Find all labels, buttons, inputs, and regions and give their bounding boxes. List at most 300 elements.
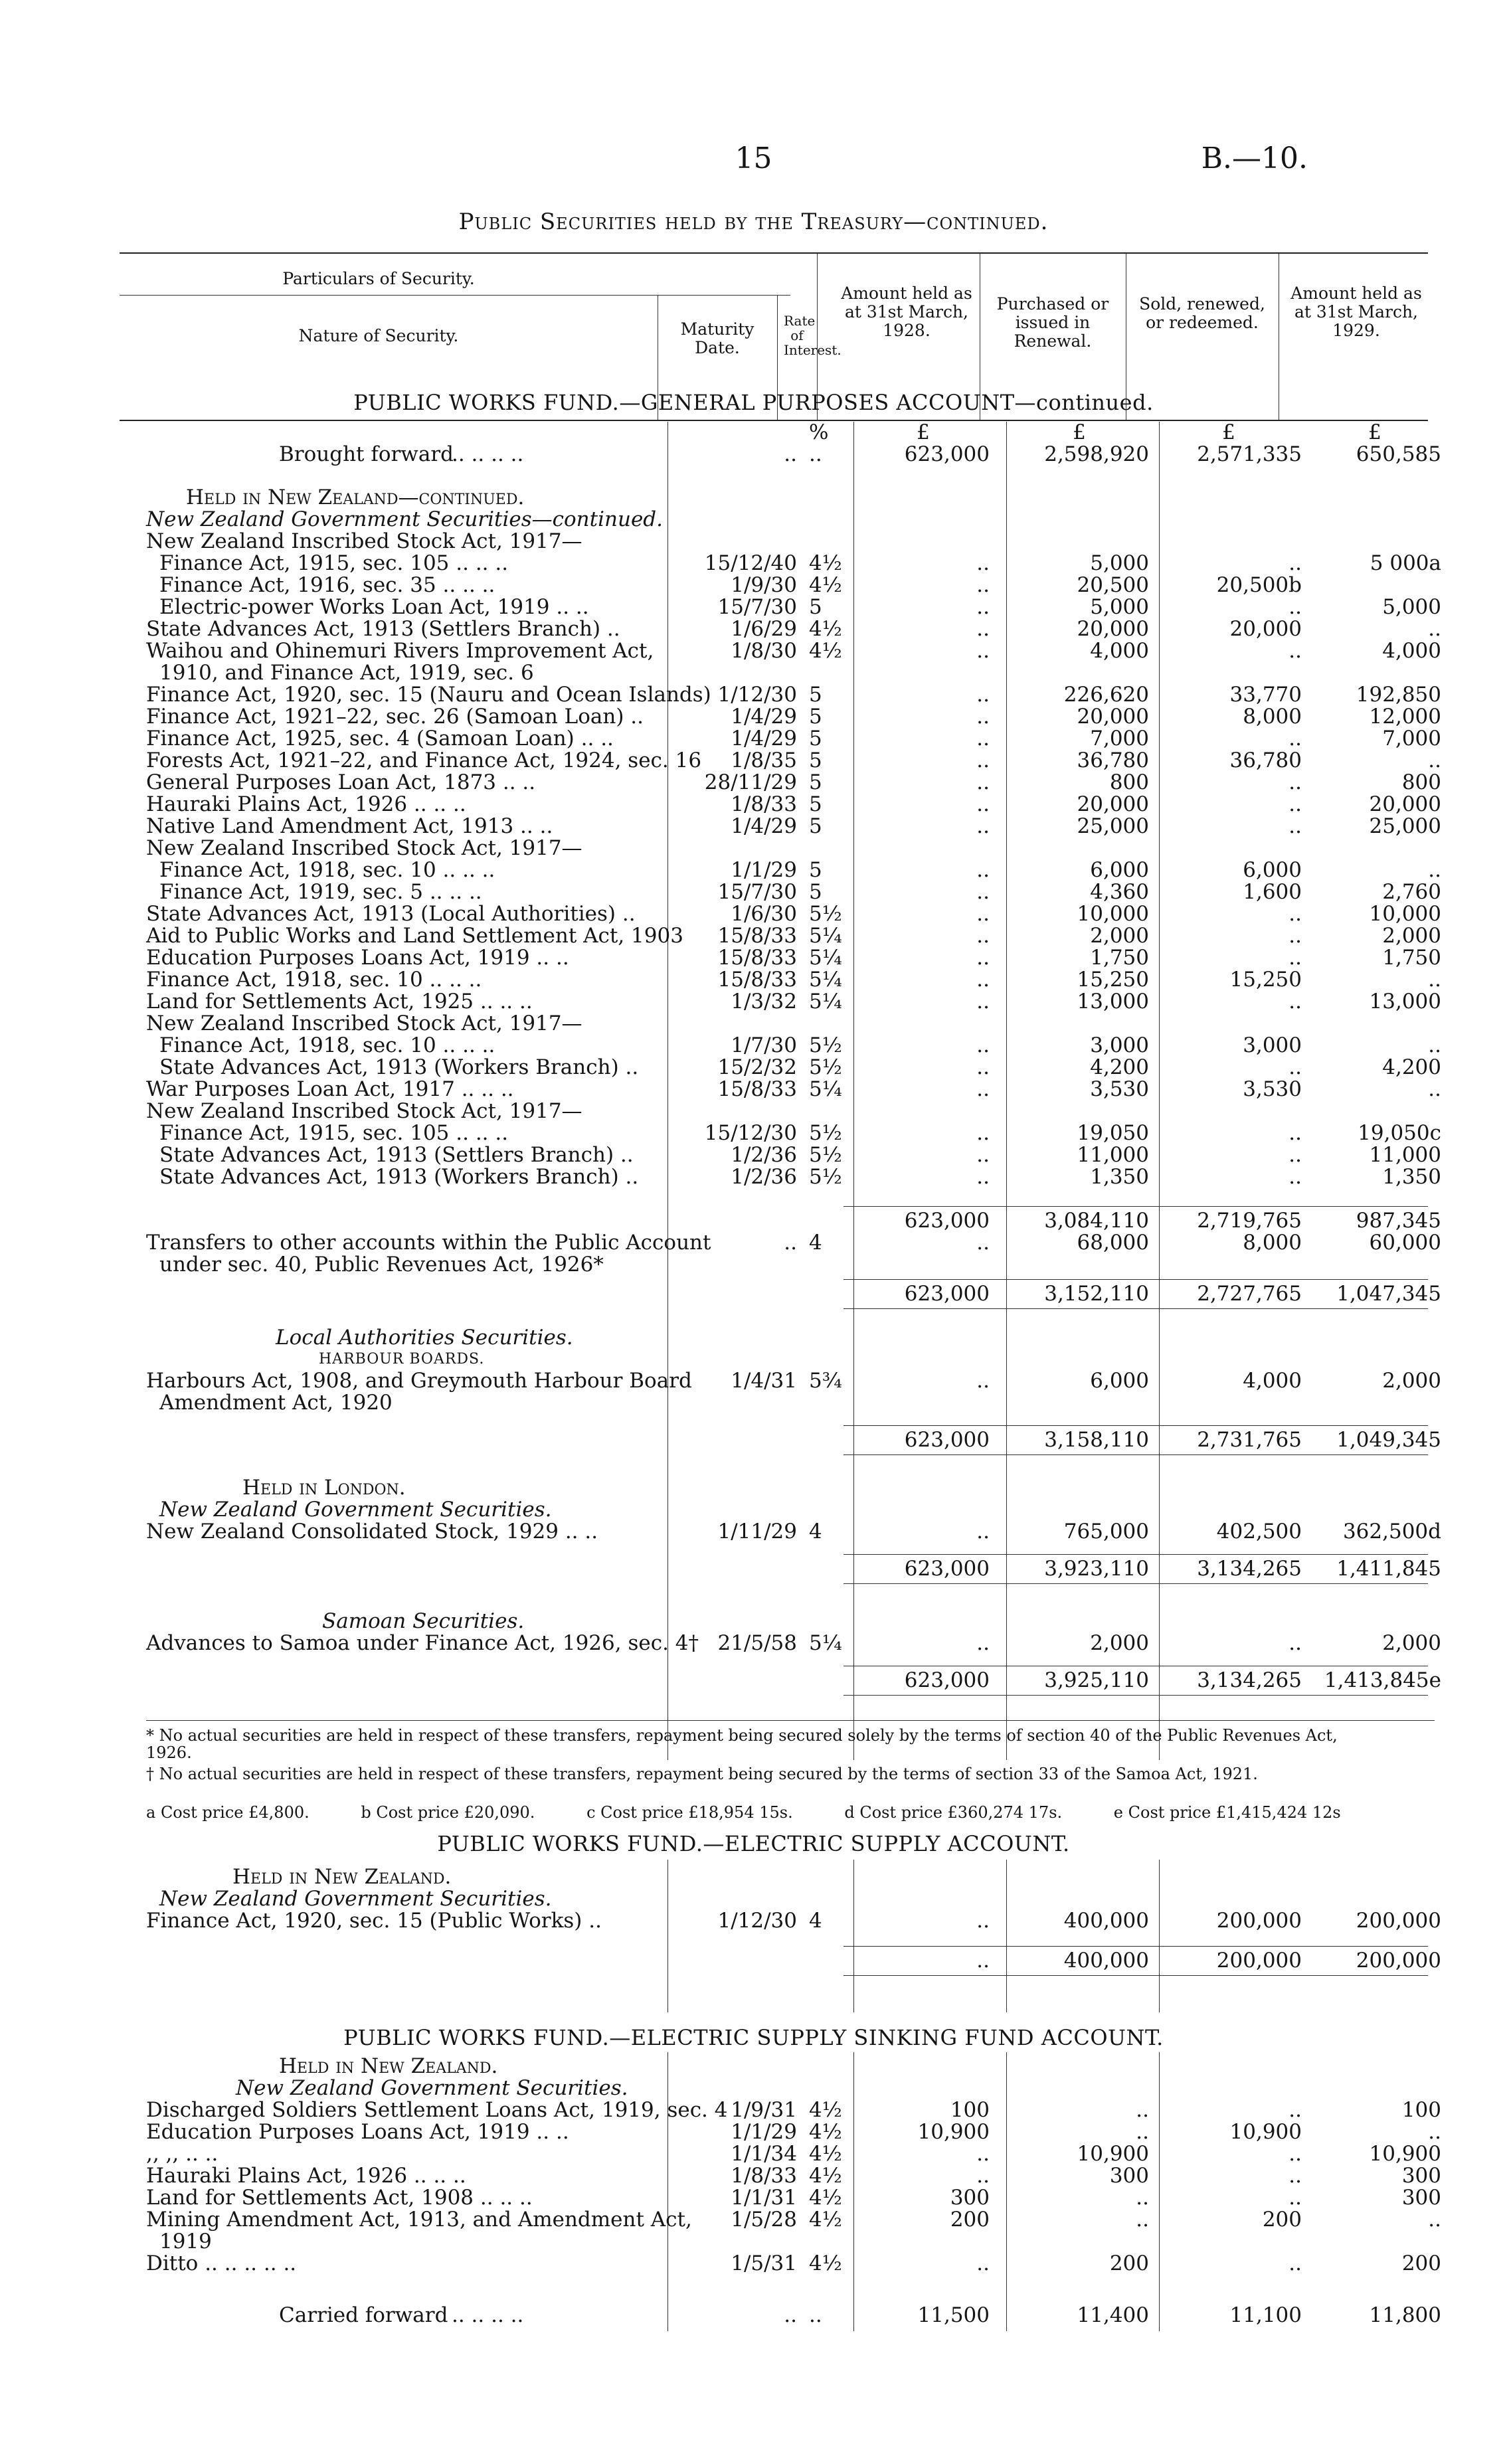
cell-c1: .. [976,2251,990,2275]
cell-mat: 1/6/29 [731,617,797,641]
total-row: 623,000 3,925,110 3,134,265 1,413,845e [904,1668,1441,1692]
table-row [146,968,1441,992]
cell-c4: .. [1428,968,1441,992]
cost-notes [146,1804,1368,1821]
cell-c4: .. [1428,748,1441,772]
table-row [146,683,1441,707]
cell-c2: 6,000 [1090,858,1149,882]
subtotal-rule [843,1206,1428,1207]
cell-c2: 4,000 [1090,639,1149,663]
cell-c3: .. [1288,1165,1302,1189]
cell-c4: 19,050c [1358,1121,1441,1145]
cell-c2: 5,000 [1090,551,1149,575]
cell-c1: .. [976,902,990,926]
cell-c3: .. [1288,946,1302,970]
table-bottom-rule [146,1720,1435,1721]
cell-c4: 800 [1401,770,1441,794]
cell-c1: .. [976,1121,990,1145]
cell-c1: 300 [950,2186,990,2210]
cell-c4: 7,000 [1382,727,1441,750]
security-name: Aid to Public Works and Land Settlement Act, 1903 [146,924,683,948]
cell-c3: .. [1288,792,1302,816]
cell-c3: .. [1288,595,1302,619]
table-row [146,880,1441,904]
table-row [146,617,1441,641]
cell-rate: 4½ [809,2186,842,2210]
cell-c4: 11,000 [1369,1143,1441,1167]
cell-c1: .. [976,2164,990,2188]
security-name: New Zealand Inscribed Stock Act, 1917— [146,1012,582,1035]
table-row [146,902,1441,926]
security-name: Mining Amendment Act, 1913, and Amendment Act, [146,2208,692,2232]
carried-forward-row: Carried forward .. .. .. .. .. .. 11,500 11,400 11,100 11,800 [279,2303,1441,2327]
cell-mat: 1/12/30 [717,683,797,707]
table-row [146,2164,1441,2188]
cell-c2: .. [1136,2120,1149,2144]
cell-c2: .. [1136,2098,1149,2122]
cell-mat: 1/8/33 [731,2164,797,2188]
cell-rate: 4½ [809,639,842,663]
cell-rate: 4½ [809,2142,842,2166]
cell-c2: 3,530 [1090,1077,1149,1101]
cell-c4: 10,900 [1369,2142,1441,2166]
cell-c2: 200 [1109,2251,1149,2275]
cell-c1: .. [976,924,990,948]
cell-rate: 5 [809,705,822,729]
held-1929-header: Amount held as at 31st March, 1929. [1290,284,1422,340]
table-row [146,2098,1441,2122]
cell-c4: 13,000 [1369,990,1441,1013]
cell-c1: .. [976,748,990,772]
total-rule [843,1695,1428,1696]
security-name: Finance Act, 1919, sec. 5 .. .. .. [159,880,482,904]
cell-c2: 300 [1109,2164,1149,2188]
cell-c2: 36,780 [1077,748,1149,772]
footnote-dagger: † No actual securities are held in respect of these transfers, repayment being secured by the terms of section 33 of the Samoa Act, 1921. [146,1765,1258,1783]
subtotal-row: 623,000 3,923,110 3,134,265 1,411,845 [904,1557,1441,1581]
cell-rate: 4½ [809,2208,842,2232]
transfers-row-cont: under sec. 40, Public Revenues Act, 1926* [159,1253,604,1276]
security-name: 1919 [159,2230,212,2253]
nz-govt-securities-heading: New Zealand Government Securities. [236,2076,628,2100]
cell-c4: .. [1428,1033,1441,1057]
cell-c3: .. [1288,902,1302,926]
cell-c2: 10,900 [1077,2142,1149,2166]
subtotal-row: 623,000 3,084,110 2,719,765 987,345 [904,1209,1441,1233]
cell-c2: 10,000 [1077,902,1149,926]
cell-c2: 226,620 [1063,683,1149,707]
cell-mat: 15/2/32 [717,1055,797,1079]
security-name: State Advances Act, 1913 (Workers Branch) .. [159,1055,639,1079]
cell-c1: .. [976,1033,990,1057]
nature-header: Nature of Security. [298,326,459,345]
cell-mat: 1/3/32 [731,990,797,1013]
table-row [146,858,1441,882]
table-title: Public Securities held by the Treasury—continued. [458,209,1049,235]
cost-note-c: c Cost price £18,954 15s. [586,1803,793,1822]
security-name: ,, ,, .. .. [146,2142,219,2166]
cell-c3: .. [1288,639,1302,663]
security-name: State Advances Act, 1913 (Local Authorities) .. [146,902,636,926]
table-row [146,2231,1435,2253]
cell-mat: 1/2/36 [731,1143,797,1167]
cell-c1: .. [976,705,990,729]
cell-rate: 5½ [809,1033,842,1057]
cell-c1: .. [976,858,990,882]
table-row [146,662,1435,684]
header-rule [120,295,790,296]
table-row [146,595,1441,619]
cell-c1: .. [976,792,990,816]
security-name: Waihou and Ohinemuri Rivers Improvement Act, [146,639,654,663]
cell-c1: .. [976,595,990,619]
security-name: Hauraki Plains Act, 1926 .. .. .. [146,2164,466,2188]
harbour-row-cont: Amendment Act, 1920 [159,1391,393,1415]
table-row [146,1121,1441,1145]
cell-mat: 1/4/29 [731,727,797,750]
cell-c4: 100 [1401,2098,1441,2122]
cell-mat: 1/2/36 [731,1165,797,1189]
table-row [146,727,1441,750]
cell-rate: 4½ [809,573,842,597]
cost-note-d: d Cost price £360,274 17s. [844,1803,1063,1822]
cell-c1: .. [976,1165,990,1189]
page-number: 15 [735,141,772,175]
security-name: Discharged Soldiers Settlement Loans Act, 1919, sec. 4 [146,2098,728,2122]
subtotal-rule [843,1583,1428,1584]
security-name: New Zealand Inscribed Stock Act, 1917— [146,529,582,553]
security-name: Finance Act, 1916, sec. 35 .. .. .. [159,573,495,597]
cell-c3: 10,900 [1229,2120,1302,2144]
cell-rate: 5 [809,770,822,794]
cell-c4: 20,000 [1369,792,1441,816]
cell-c4: 2,760 [1382,880,1441,904]
cell-c4: 2,000 [1382,924,1441,948]
cell-c1: .. [976,990,990,1013]
cell-rate: 5½ [809,1165,842,1189]
security-name: New Zealand Inscribed Stock Act, 1917— [146,836,582,860]
security-name: Finance Act, 1918, sec. 10 .. .. .. [146,968,482,992]
cell-c1: 100 [950,2098,990,2122]
table-row [146,1143,1441,1167]
security-name: Ditto .. .. .. .. .. [146,2251,297,2275]
cell-c4: 12,000 [1369,705,1441,729]
cell-rate: 4½ [809,2164,842,2188]
cell-rate: 5¼ [809,924,842,948]
local-authorities-heading: Local Authorities Securities. [276,1326,573,1350]
cell-c2: .. [1136,2208,1149,2232]
electric-row: Finance Act, 1920, sec. 15 (Public Works) .. 1/12/30 4 .. 400,000 200,000 200,000 [146,1909,1441,1933]
table-row [146,1077,1441,1101]
cell-c4: .. [1428,858,1441,882]
cell-c2: 7,000 [1090,727,1149,750]
units-row: % £ £ £ £ [809,420,1381,444]
table-row [146,837,1435,859]
transfers-row: Transfers to other accounts within the Public Account .. 4 .. 68,000 8,000 60,000 [146,1231,1441,1255]
cell-c4: 300 [1401,2186,1441,2210]
cell-c1: .. [976,551,990,575]
table-row [146,574,1435,596]
total-row: .. 400,000 200,000 200,000 [976,1949,1441,1973]
cell-mat: 15/8/33 [717,924,797,948]
cell-c3: 20,000 [1229,617,1302,641]
cell-mat: 1/5/28 [731,2208,797,2232]
cell-mat: 1/1/29 [731,858,797,882]
cell-c3: 200 [1262,2208,1302,2232]
cell-c2: 20,000 [1077,617,1149,641]
cell-c3: .. [1288,924,1302,948]
section-title-electric: PUBLIC WORKS FUND.—ELECTRIC SUPPLY ACCOUNT. [437,1831,1070,1856]
cell-c3: 36,780 [1229,748,1302,772]
total-rule [843,1946,1428,1947]
maturity-header: Maturity Date. [680,319,754,357]
cell-c1: .. [976,639,990,663]
cell-c2: 1,750 [1090,946,1149,970]
subtotal-rule [843,1454,1428,1455]
cell-c1: .. [976,814,990,838]
london-row: New Zealand Consolidated Stock, 1929 .. .. 1/11/29 4 .. 765,000 402,500 362,500d [146,1520,1441,1543]
cell-mat: 1/4/29 [731,814,797,838]
cell-rate: 5 [809,748,822,772]
table-row [146,924,1441,948]
cost-note-b: b Cost price £20,090. [361,1803,535,1822]
table-row [146,551,1441,575]
nz-govt-securities-heading: New Zealand Government Securities. [159,1887,552,1911]
cell-rate: 4½ [809,551,842,575]
cell-c3: 6,000 [1243,858,1302,882]
cell-mat: 1/1/29 [731,2120,797,2144]
cell-c1: .. [976,1055,990,1079]
cell-mat: 15/8/33 [717,946,797,970]
brought-forward-row: Brought forward .. .. .. .. .. .. 623,000 2,598,920 2,571,335 650,585 [279,442,1441,466]
held-in-london-heading: Held in London. [242,1476,406,1500]
security-name: Finance Act, 1920, sec. 15 (Nauru and Ocean Islands) [146,683,711,707]
cell-c1: 200 [950,2208,990,2232]
cell-c1: .. [976,727,990,750]
cell-rate: 5¼ [809,1077,842,1101]
table-row [146,2142,1441,2166]
table-row [146,1165,1441,1189]
cell-c3: 33,770 [1229,683,1302,707]
harbour-boards-heading: HARBOUR BOARDS. [319,1351,485,1367]
cell-rate: 5 [809,792,822,816]
cell-c2: 13,000 [1077,990,1149,1013]
cell-rate: 5 [809,683,822,707]
cell-c3: 3,530 [1243,1077,1302,1101]
security-name: War Purposes Loan Act, 1917 .. .. .. [146,1077,514,1101]
subtotal-rule [843,1425,1428,1426]
security-name: Hauraki Plains Act, 1926 .. .. .. [146,792,466,816]
section-title-sinking-fund: PUBLIC WORKS FUND.—ELECTRIC SUPPLY SINKING FUND ACCOUNT. [343,2025,1164,2050]
cell-mat: 1/8/33 [731,792,797,816]
security-name: Education Purposes Loans Act, 1919 .. .. [146,2120,569,2144]
cell-rate: 5 [809,595,822,619]
cell-mat: 1/1/31 [731,2186,797,2210]
security-name: 1910, and Finance Act, 1919, sec. 6 [159,661,534,685]
subtotal-rule [843,1279,1428,1280]
cell-rate: 5 [809,814,822,838]
cell-mat: 1/8/35 [731,748,797,772]
cell-c1: .. [976,2142,990,2166]
cell-c4: 192,850 [1356,683,1441,707]
cell-c2: 3,000 [1090,1033,1149,1057]
cell-mat: 1/9/31 [731,2098,797,2122]
security-name: Finance Act, 1925, sec. 4 (Samoan Loan) .. .. [146,727,614,750]
samoa-row: Advances to Samoa under Finance Act, 1926, sec. 4† 21/5/58 5¼ .. 2,000 .. 2,000 [146,1631,1441,1655]
security-name: Finance Act, 1918, sec. 10 .. .. .. [159,858,495,882]
table-row [146,2120,1441,2144]
harbour-row: Harbours Act, 1908, and Greymouth Harbour Board 1/4/31 5¾ .. 6,000 4,000 2,000 [146,1369,1441,1393]
security-name: Native Land Amendment Act, 1913 .. .. [146,814,553,838]
table-row [146,705,1441,729]
cell-rate: 5½ [809,1055,842,1079]
cell-mat: 28/11/29 [704,770,797,794]
cost-note-a: a Cost price £4,800. [146,1803,310,1822]
cell-rate: 4½ [809,617,842,641]
section-title-general: PUBLIC WORKS FUND.—GENERAL PURPOSES ACCOUNT—continued. [353,390,1154,415]
cell-c2: 20,000 [1077,792,1149,816]
security-name: Education Purposes Loans Act, 1919 .. .. [146,946,569,970]
cost-note-e: e Cost price £1,415,424 12s [1113,1803,1341,1822]
subtotal-rule [843,1554,1428,1555]
security-name: State Advances Act, 1913 (Workers Branch) .. [159,1165,639,1189]
cell-c3: .. [1288,551,1302,575]
cell-c1: .. [976,946,990,970]
cell-c3: 1,600 [1243,880,1302,904]
security-name: State Advances Act, 1913 (Settlers Branch) .. [159,1143,634,1167]
cell-c1: 10,900 [917,2120,990,2144]
cell-c2: 15,250 [1077,968,1149,992]
cell-c3: .. [1288,1143,1302,1167]
cell-c1: .. [976,968,990,992]
cell-c3: 3,000 [1243,1033,1302,1057]
table-row [146,1013,1435,1035]
table-row [146,1055,1441,1079]
cell-c4: .. [1428,1077,1441,1101]
cell-c3: .. [1288,2142,1302,2166]
cell-mat: 1/8/30 [731,639,797,663]
cell-mat: 1/6/30 [731,902,797,926]
document-reference: B.—10. [1201,141,1308,175]
cell-rate: 5¼ [809,990,842,1013]
cell-c2: 11,000 [1077,1143,1149,1167]
cell-c1: .. [976,880,990,904]
table-row [146,946,1441,970]
cell-c4: 200 [1401,2251,1441,2275]
security-name: Finance Act, 1915, sec. 105 .. .. .. [159,1121,509,1145]
cell-c2: 2,000 [1090,924,1149,948]
cell-c4: 4,200 [1382,1055,1441,1079]
cell-c4: 300 [1401,2164,1441,2188]
cell-rate: 5 [809,858,822,882]
security-name: General Purposes Loan Act, 1873 .. .. [146,770,536,794]
cell-c3: .. [1288,1121,1302,1145]
cell-c3: .. [1288,2164,1302,2188]
table-row [146,1100,1435,1122]
cell-c1: .. [976,1077,990,1101]
table-row [146,1033,1441,1057]
cell-c4: 25,000 [1369,814,1441,838]
cell-mat: 15/7/30 [717,595,797,619]
security-name: Electric-power Works Loan Act, 1919 .. .. [159,595,589,619]
samoan-securities-heading: Samoan Securities. [322,1609,525,1633]
purchased-header: Purchased or issued in Renewal. [996,294,1109,351]
footnote-star: * No actual securities are held in respect of these transfers, repayment being secured solely by the terms of section 40 of the Public Revenues Act, 1926. [146,1726,1338,1762]
cell-mat: 1/1/34 [731,2142,797,2166]
held-in-nz-heading: Held in New Zealand—continued. [186,485,525,509]
cell-c4: 10,000 [1369,902,1441,926]
security-name: Land for Settlements Act, 1908 .. .. .. [146,2186,533,2210]
cell-rate: 5½ [809,902,842,926]
cell-c2: 5,000 [1090,595,1149,619]
cell-c3: .. [1288,2098,1302,2122]
cell-c3: .. [1288,727,1302,750]
table-row [146,792,1441,816]
cell-c2: .. [1136,2186,1149,2210]
cell-c4: 5 000a [1370,551,1441,575]
cell-rate: 5 [809,880,822,904]
cell-c3: .. [1288,1055,1302,1079]
cell-mat: 15/12/40 [704,551,797,575]
subtotal-rule [843,1308,1428,1309]
table-row [146,2186,1441,2210]
cell-rate: 4½ [809,2251,842,2275]
total-rule [843,1975,1428,1976]
cell-mat: 15/8/33 [717,968,797,992]
cell-c1: .. [976,617,990,641]
cell-mat: 15/7/30 [717,880,797,904]
cell-c4: 5,000 [1382,595,1441,619]
held-in-nz-heading: Held in New Zealand. [232,1865,452,1889]
cell-c1: .. [976,683,990,707]
cell-c3: 20,500b [1216,573,1302,597]
cell-c3: .. [1288,990,1302,1013]
security-name: Land for Settlements Act, 1925 .. .. .. [146,990,533,1013]
cell-c3: .. [1288,2186,1302,2210]
cell-c2: 20,000 [1077,705,1149,729]
rate-header: Rate of Interest. [784,313,842,358]
cell-rate: 4½ [809,2098,842,2122]
cell-c4: 4,000 [1382,639,1441,663]
table-row [146,990,1441,1013]
sold-header: Sold, renewed, or redeemed. [1139,294,1265,332]
cell-c2: 20,500 [1077,573,1149,597]
security-name: Finance Act, 1918, sec. 10 .. .. .. [159,1033,495,1057]
cell-c3: .. [1288,814,1302,838]
table-row [146,2208,1441,2232]
table-row [146,748,1441,772]
cell-c1: .. [976,573,990,597]
cell-c4: .. [1428,2208,1441,2232]
particulars-header: Particulars of Security. [282,269,475,288]
cell-mat: 1/5/31 [731,2251,797,2275]
cell-rate: 4½ [809,2120,842,2144]
cell-c4: .. [1428,2120,1441,2144]
security-name: Forests Act, 1921–22, and Finance Act, 1924, sec. 16 [146,748,702,772]
nz-govt-securities-heading: New Zealand Government Securities—continued. [146,507,663,531]
cell-c2: 800 [1109,770,1149,794]
cell-rate: 5½ [809,1121,842,1145]
cell-rate: 5¼ [809,968,842,992]
cell-c2: 4,360 [1090,880,1149,904]
table-row [146,770,1441,794]
held-1928-header: Amount held as at 31st March, 1928. [841,284,972,340]
cell-mat: 1/9/30 [731,573,797,597]
cell-mat: 1/7/30 [731,1033,797,1057]
cell-rate: 5½ [809,1143,842,1167]
cell-c3: 8,000 [1243,705,1302,729]
cell-c3: .. [1288,770,1302,794]
